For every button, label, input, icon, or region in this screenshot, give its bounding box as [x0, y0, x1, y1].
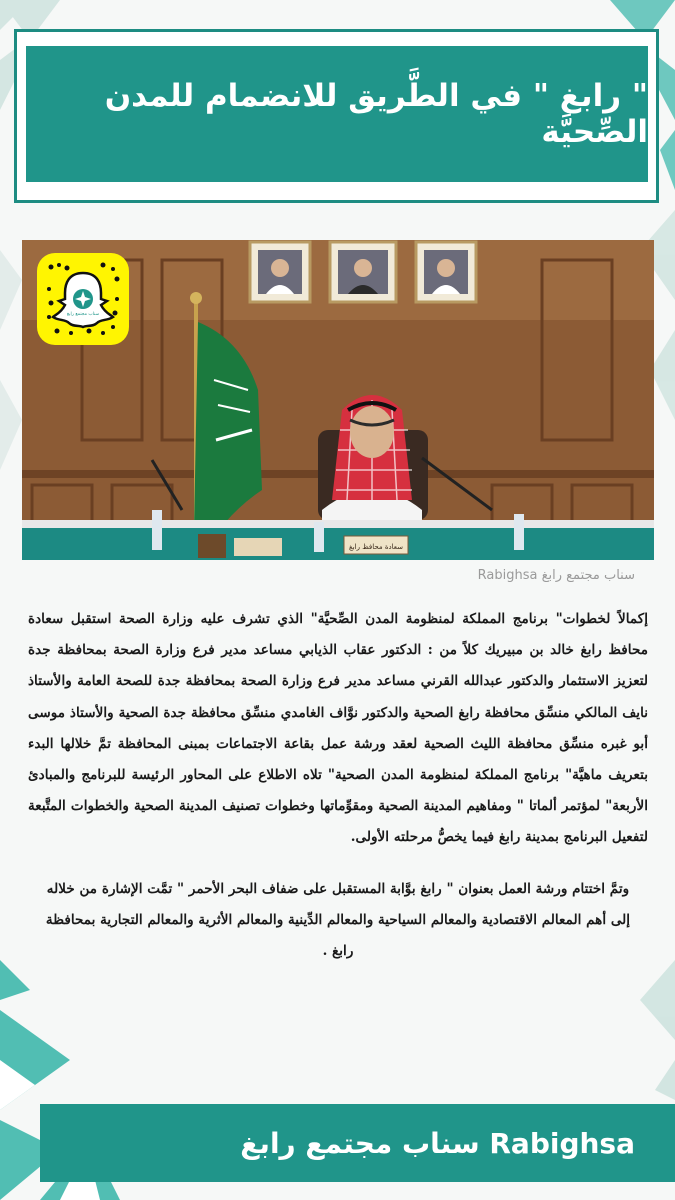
snapcode-label: سناب مجتمع رابغ	[66, 312, 100, 317]
footer-banner	[40, 1104, 675, 1182]
article-paragraph-2: وتمَّ اختتام ورشة العمل بعنوان " رابغ بوَّابة المستقبل على ضفاف البحر الأحمر " تمَّت الإشارة من خلاله إلى أهم المعالم الاقتصادية والمعالم السياحية والمعالم الدِّينية والمعالم الأثرية والمعالم التجارية بمحافظة رابغ .	[45, 880, 631, 960]
title-banner	[26, 46, 648, 182]
snapcode	[37, 253, 129, 345]
portrait-frames	[250, 242, 476, 302]
snapchat-ghost-icon	[43, 259, 123, 339]
article-body	[28, 604, 648, 967]
nameplate-text: سعادة محافظ رابغ	[348, 543, 404, 551]
article-paragraph-1: إكمالاً لخطوات" برنامج المملكة لمنظومة المدن الصِّحيَّة" الذي تشرف عليه وزارة الصحة استقبل سعادة محافظ رابغ خالد بن مبيريك كلاً من : الدكتور عقاب الذيابي مساعد مدير فرع وزارة الصحة بمحافظة جدة لتعزيز الاستثمار والدكتور عبدالله القرني مساعد مدير فرع وزارة الصحة بمحافظة جدة للصحة العامة والأستاذ نايف المالكي منسِّق محافظة رابغ الصحية والدكتور نوَّاف الغامدي منسِّق محافظة جدة الصحية والأستاذ موسى أبو غبره منسِّق محافظة الليث الصحية لعقد ورشة عمل بقاعة الاجتماعات بمبنى المحافظة تمَّ خلالها البدء بتعريف ماهيَّة" برنامج المملكة لمنظومة المدن الصحية" تلاه الاطلاع على المحاور الرئيسة للبرنامج والمبادئ الأربعة" لمؤتمر ألماتا " ومفاهيم المدينة الصحية ومقوِّماتها وخطوات تصنيف المدينة الصحية والخطوات المتَّبعة لتفعيل البرنامج بمدينة رابغ فيما يخصُّ مرحلته الأولى.	[28, 611, 648, 846]
footer-label: سناب مجتمع رابغ Rabighsa	[240, 1126, 635, 1160]
page-title: " رابغ " في الطَّريق للانضمام للمدن الصِّحيَّة	[104, 78, 648, 150]
photo-caption: سناب مجتمع رابغ Rabighsa	[477, 568, 635, 583]
